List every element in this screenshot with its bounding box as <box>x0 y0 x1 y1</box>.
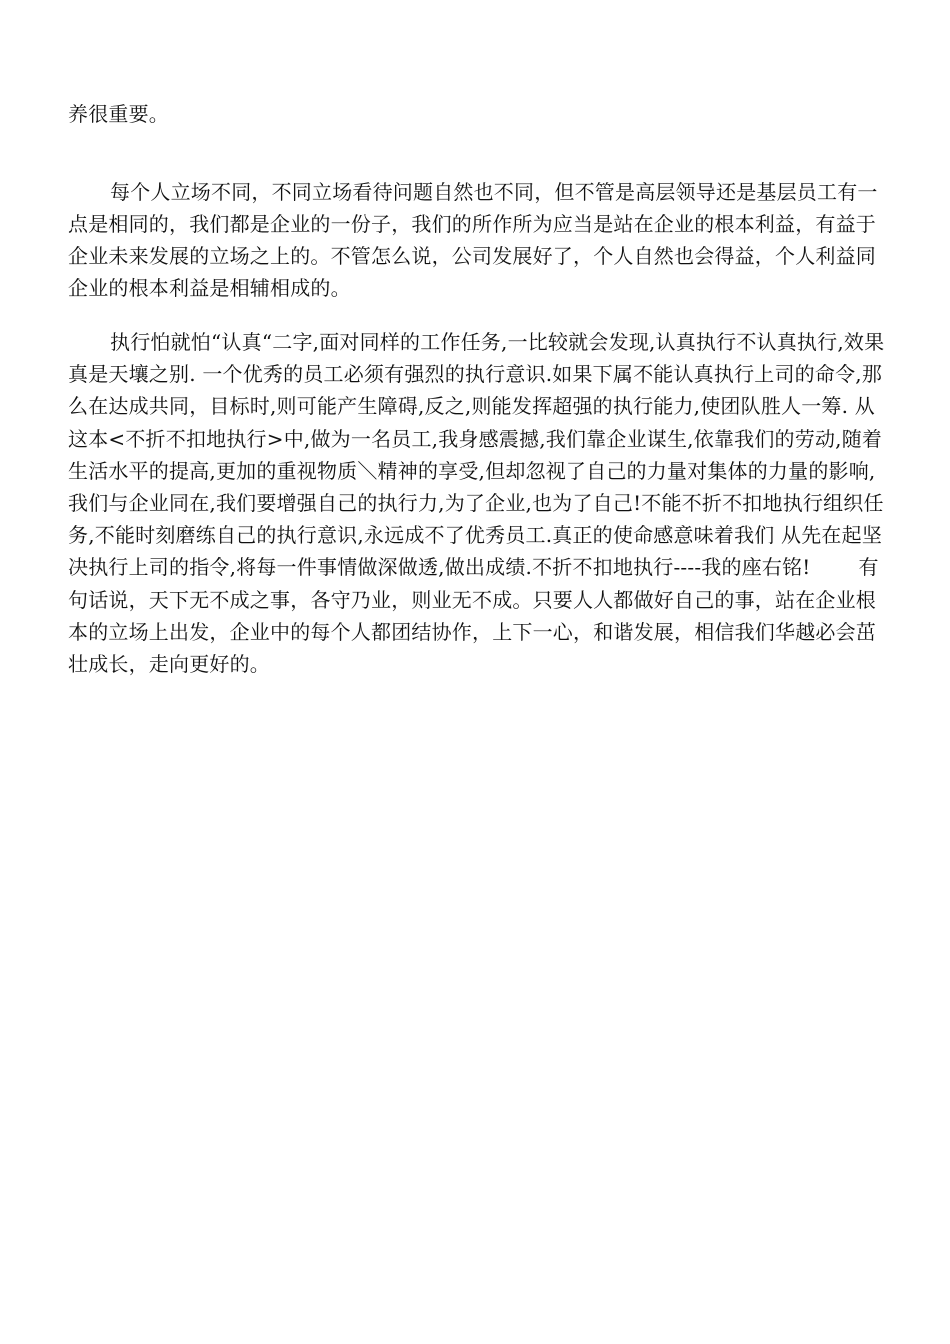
paragraph-standpoint: 每个人立场不同，不同立场看待问题自然也不同，但不管是高层领导还是基层员工有一点是相同的，我们都是企业的一份子，我们的所作所为应当是站在企业的根本利益，有益于企业未来发展的立场之上的。不管怎么说，公司发展好了，个人自然也会得益，个人利益同企业的根本利益是相辅相成的。 <box>68 180 878 300</box>
paragraph-continuation: 养很重要。 <box>68 102 169 126</box>
closing-text: 有句话说，天下无不成之事，各守乃业，则业无不成。只要人人都做好自己的事，站在企业根本的立场上出发，企业中的每个人都团结协作，上下一心，和谐发展，相信我们华越必会茁壮成长，走向更好的。 <box>68 555 879 677</box>
paragraph-execution-text: 执行怕就怕“认真“二字,面对同样的工作任务,一比较就会发现,认真执行不认真执行,效果真是天壤之别. 一个优秀的员工必须有强烈的执行意识.如果下属不能认真执行上司的命令,那么在达成共同，目标时,则可能产生障碍,反之,则能发挥超强的执行能力,使团队胜人一筹. 从这本<不折不扣地执行>中,做为一名员工,我身感震撼,我们靠企业谋生,依靠我们的劳动,随着生活水平的提高,更加的重视物质＼精神的享受,但却忽视了自己的力量对集体的力量的影响,我们与企业同在,我们要增强自己的执行力,为了企业,也为了自己!不能不折不扣地执行组织任务,不能时刻磨练自己的执行意识,永远成不了优秀员工.真正的使命感意味着我们 从先在起坚决执行上司的指令,将每一件事情做深做透,做出成绩.不折不扣地执行----我的座右铭! <box>68 330 885 580</box>
paragraph-execution <box>68 326 888 680</box>
